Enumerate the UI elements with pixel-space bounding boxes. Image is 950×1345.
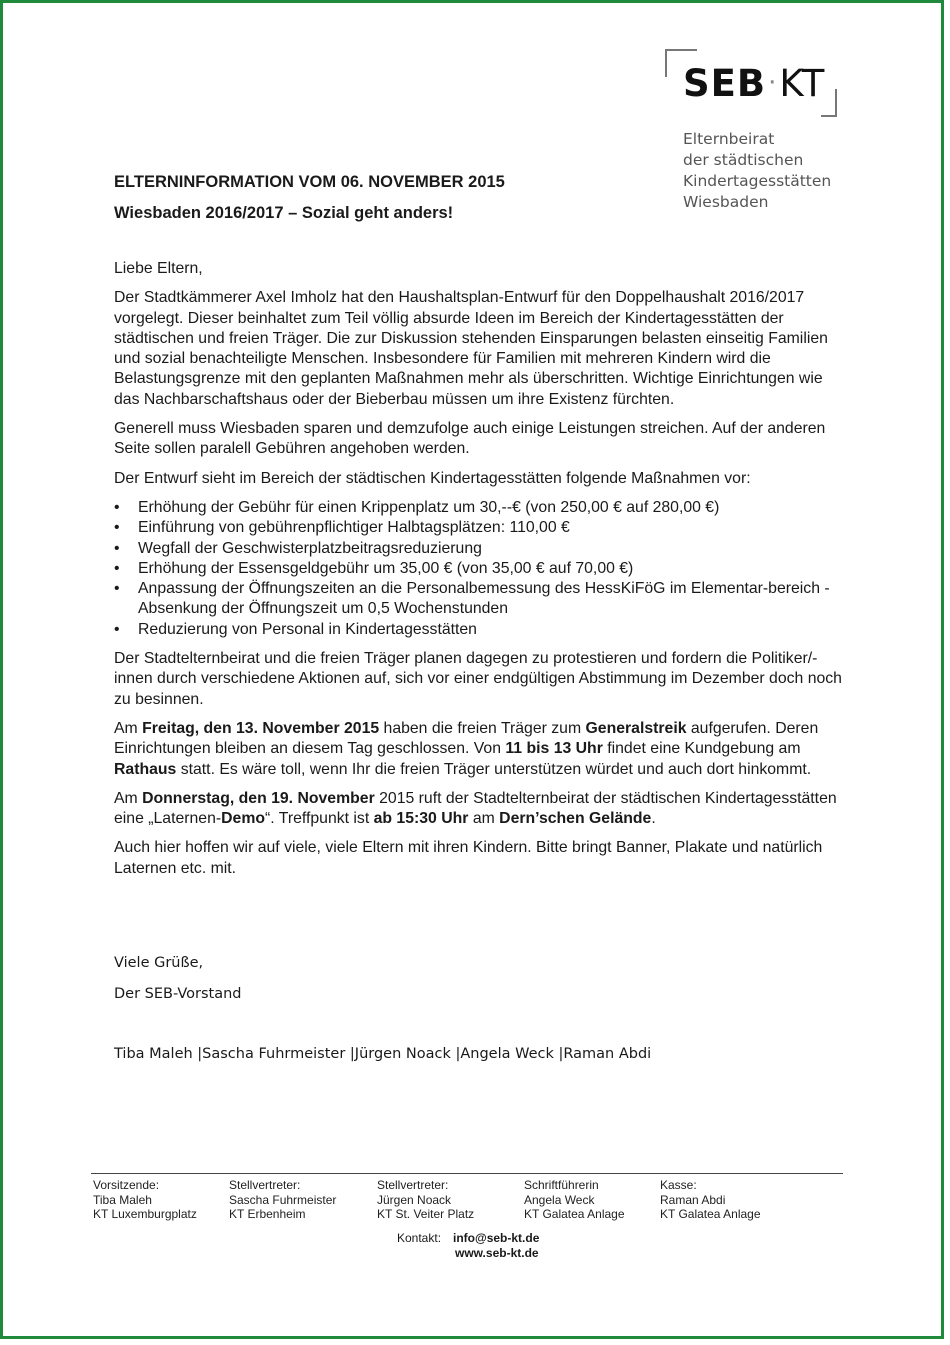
logo-subtitle-line: Kindertagesstätten bbox=[683, 172, 832, 190]
list-item-text: Anpassung der Öffnungszeiten an die Personalbemessung des HessKiFöG im Elementar-bereich - Absenkung der Öffnungszeit um 0,5 Wochenstunden bbox=[138, 580, 830, 618]
text: findet eine Kundgebung am bbox=[602, 740, 801, 758]
contact-label: Kontakt: bbox=[397, 1231, 442, 1245]
list-item bbox=[114, 518, 844, 538]
rally-location: Rathaus bbox=[114, 760, 177, 778]
logo-dot: · bbox=[768, 68, 778, 98]
footer-person: Sascha Fuhrmeister bbox=[229, 1192, 337, 1207]
strike-label: Generalstreik bbox=[585, 719, 687, 737]
logo-subtitle bbox=[683, 129, 831, 213]
paragraph-strike bbox=[114, 719, 844, 780]
list-item-text: Erhöhung der Gebühr für einen Krippenplatz um 30,--€ (von 250,00 € auf 280,00 €) bbox=[138, 498, 720, 516]
text: Am bbox=[114, 789, 143, 807]
footer-column bbox=[377, 1178, 474, 1222]
footer-org: KT St. Veiter Platz bbox=[377, 1207, 475, 1221]
list-item bbox=[114, 579, 844, 620]
bullet-icon: • bbox=[114, 620, 120, 638]
footer-person: Jürgen Noack bbox=[377, 1192, 452, 1207]
logo-frame bbox=[665, 49, 837, 117]
bullet-icon: • bbox=[114, 498, 120, 516]
board-names: Tiba Maleh |Sascha Fuhrmeister |Jürgen Noack |Angela Weck |Raman Abdi bbox=[114, 1046, 652, 1062]
text: 2015 ruft der Stadtelternbeirat der städtischen Kindertagesstätten eine „Laternen- bbox=[114, 789, 837, 828]
list-item-text: Reduzierung von Personal in Kindertagesstätten bbox=[138, 620, 477, 638]
demo-location: Dern’schen Gelände bbox=[499, 810, 652, 828]
contact-block bbox=[397, 1231, 539, 1261]
measures-list bbox=[114, 498, 844, 640]
list-item bbox=[114, 539, 844, 559]
footer-column bbox=[93, 1178, 197, 1222]
footer-org: KT Galatea Anlage bbox=[524, 1207, 625, 1221]
text: statt. Es wäre toll, wenn Ihr die freien Träger unterstützen würdet und auch dort hinkommt. bbox=[176, 760, 812, 778]
contact-website-link[interactable]: www.seb-kt.de bbox=[455, 1246, 539, 1260]
footer-role: Vorsitzende: bbox=[93, 1178, 160, 1192]
paragraph-measures-intro: Der Entwurf sieht im Bereich der städtischen Kindertagesstätten folgende Maßnahmen vor: bbox=[114, 469, 751, 487]
list-item-text: Einführung von gebührenpflichtiger Halbtagsplätzen: 110,00 € bbox=[138, 519, 570, 537]
paragraph-intro: Der Stadtkämmerer Axel Imholz hat den Haushaltsplan-Entwurf für den Doppelhaushalt 2016/2017 vorgelegt. Dieser beinhaltet zum Teil völlig absurde Ideen im Bereich der Kindertagesstätten der städtischen und freien Träger. Die zur Diskussion stehenden Einsparungen belasten einseitig Familien und sozial benachteiligte Menschen. Insbesondere für Familien mit mehreren Kindern wird die Belastungsgrenze mit den geplanten Maßnahmen mehr als überschritten. Wichtige Einrichtungen wie das Nachbarschaftshaus oder der Bieberbau müssen um ihre Existenz fürchten. bbox=[114, 289, 828, 408]
document-title: ELTERNINFORMATION VOM 06. NOVEMBER 2015 bbox=[114, 173, 505, 191]
footer-column bbox=[660, 1178, 761, 1222]
logo-seb: SEB bbox=[683, 62, 767, 105]
footer-person: Raman Abdi bbox=[660, 1192, 726, 1207]
closing: Viele Grüße, bbox=[114, 955, 204, 971]
footer-person: Tiba Maleh bbox=[93, 1192, 152, 1207]
logo-subtitle-line: der städtischen bbox=[683, 151, 804, 169]
footer-org: KT Erbenheim bbox=[229, 1207, 306, 1221]
list-item bbox=[114, 620, 844, 640]
footer-role: Stellvertreter: bbox=[229, 1178, 301, 1192]
document-subtitle: Wiesbaden 2016/2017 – Sozial geht anders! bbox=[114, 204, 454, 222]
text: Am bbox=[114, 719, 143, 737]
text: am bbox=[468, 810, 500, 828]
text: “. Treffpunkt ist bbox=[265, 810, 374, 828]
paragraph-protest: Der Stadtelternbeirat und die freien Träger planen dagegen zu protestieren und fordern die Politiker/-innen durch verschiedene Aktionen auf, sich vor einer endgültigen Abstimmung im Dezember doch noch zu besinnen. bbox=[114, 650, 842, 708]
greeting: Liebe Eltern, bbox=[114, 260, 203, 277]
logo-subtitle-line: Wiesbaden bbox=[683, 193, 769, 211]
bullet-icon: • bbox=[114, 559, 120, 577]
logo-kt: KT bbox=[779, 62, 826, 105]
footer-column bbox=[229, 1178, 336, 1222]
footer-divider bbox=[91, 1173, 843, 1174]
paragraph-demo bbox=[114, 789, 844, 830]
paragraph-savings: Generell muss Wiesbaden sparen und demzufolge auch einige Leistungen streichen. Auf der anderen Seite sollen paralell Gebühren angehoben werden. bbox=[114, 420, 826, 458]
bullet-icon: • bbox=[114, 580, 120, 598]
footer-role: Schriftführerin bbox=[524, 1178, 599, 1192]
strike-date: Freitag, den 13. November 2015 bbox=[142, 719, 380, 737]
letter-body bbox=[114, 259, 844, 888]
list-item bbox=[114, 498, 844, 518]
list-item bbox=[114, 559, 844, 579]
footer-person: Angela Weck bbox=[524, 1192, 595, 1207]
rally-time: 11 bis 13 Uhr bbox=[505, 740, 603, 758]
list-item-text: Erhöhung der Essensgeldgebühr um 35,00 € (von 35,00 € auf 70,00 €) bbox=[138, 559, 634, 577]
sender: Der SEB-Vorstand bbox=[114, 986, 242, 1002]
footer-org: KT Luxemburgplatz bbox=[93, 1207, 197, 1221]
footer-role: Kasse: bbox=[660, 1178, 697, 1192]
text: haben die freien Träger zum bbox=[379, 719, 586, 737]
logo-wordmark bbox=[683, 63, 825, 104]
demo-label: Demo bbox=[221, 810, 266, 828]
bullet-icon: • bbox=[114, 539, 120, 557]
list-item-text: Wegfall der Geschwisterplatzbeitragsreduzierung bbox=[138, 539, 482, 557]
footer-role: Stellvertreter: bbox=[377, 1178, 449, 1192]
bullet-icon: • bbox=[114, 519, 120, 537]
demo-date: Donnerstag, den 19. November bbox=[142, 789, 375, 807]
footer-org: KT Galatea Anlage bbox=[660, 1207, 761, 1221]
signature-block bbox=[114, 953, 242, 1015]
footer-column bbox=[524, 1178, 625, 1222]
contact-email-link[interactable]: info@seb-kt.de bbox=[453, 1231, 540, 1245]
text: aufgerufen. Deren Einrichtungen bleiben an diesem Tag geschlossen. Von bbox=[114, 719, 819, 758]
paragraph-closing-remark: Auch hier hoffen wir auf viele, viele Eltern mit ihren Kindern. Bitte bringt Banner, Plakate und natürlich Laternen etc. mit. bbox=[114, 839, 823, 877]
logo-subtitle-line: Elternbeirat bbox=[683, 130, 775, 148]
text: . bbox=[651, 810, 656, 828]
demo-time: ab 15:30 Uhr bbox=[373, 810, 469, 828]
